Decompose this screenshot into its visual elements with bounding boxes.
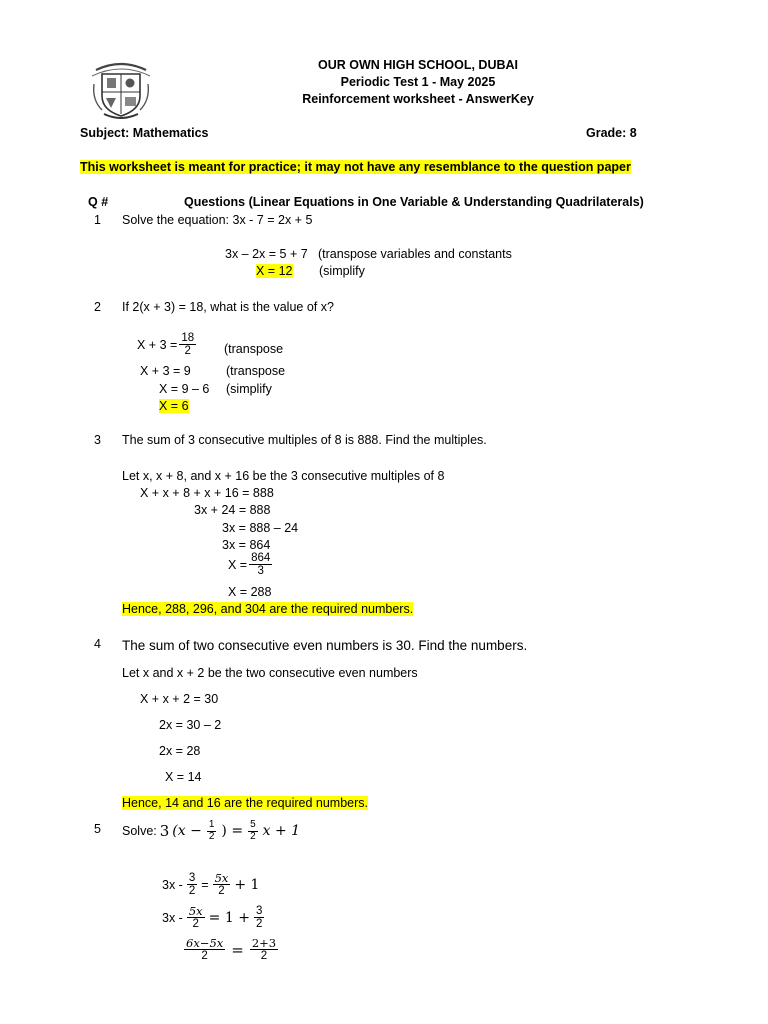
grade-label: Grade: 8 [586,126,637,140]
q5-step-2-fraction-2 [254,905,264,930]
q5-step-3-fraction-2 [250,937,278,962]
q3-step-5 [228,552,274,577]
fraction-denominator: 2 [201,950,208,963]
q2-answer: X = 6 [159,399,189,413]
q5-number: 5 [94,822,101,836]
q1-answer: X = 12 [256,264,293,278]
fraction-denominator: 2 [184,345,191,358]
fraction-numerator: 5 [250,819,256,830]
q2-step-1-note: (transpose [224,342,284,356]
q3-answer: Hence, 288, 296, and 304 are the required numbers. [122,602,414,616]
q3-step-5-lhs: X = [228,557,248,572]
q3-step-1: X + x + 8 + x + 16 = 888 [140,486,274,500]
q3-number: 3 [94,433,101,447]
q4-step-1: X + x + 2 = 30 [140,692,219,706]
q2-step-1-lhs: X + 3 = [137,337,178,352]
q5-step-1-lhs: 3x - [162,877,183,892]
fraction-numerator: 864 [251,552,271,564]
q1-step-2-note: (simplify [319,264,365,278]
fraction-numerator: 5x [188,904,203,918]
q5-step-2 [162,905,266,930]
q4-step-2: 2x = 30 – 2 [159,718,222,732]
q1-text: Solve the equation: 3x - 7 = 2x + 5 [122,213,313,227]
school-name: OUR OWN HIGH SCHOOL, DUBAI [318,58,518,72]
q3-step-5-fraction [249,552,272,577]
q2-step-3-note: (simplify [226,382,272,396]
q5-coefficient: 3 [159,822,170,840]
subject-label: Subject: Mathematics [80,126,209,140]
q4-number: 4 [94,637,101,651]
q2-step-2: X + 3 = 9 [140,364,191,378]
q2-step-1-fraction [179,332,196,357]
q2-step-1 [137,332,198,357]
fraction-denominator: 2 [208,830,215,842]
q5-step-3-equals: = [231,940,244,959]
q3-text: The sum of 3 consecutive multiples of 8 is 888. Find the multiples. [122,433,487,447]
q4-let: Let x and x + 2 be the two consecutive even numbers [122,666,418,680]
q2-step-2-note: (transpose [226,364,286,378]
q2-step-3: X = 9 – 6 [159,382,210,396]
q1-number: 1 [94,213,101,227]
q5-step-3 [182,937,280,962]
fraction-numerator: 18 [181,332,195,344]
q3-step-2: 3x + 24 = 888 [194,503,271,517]
q3-step-4: 3x = 864 [222,538,271,552]
q5-equation [122,820,300,842]
q2-number: 2 [94,300,101,314]
questions-header: Questions (Linear Equations in One Variable & Understanding Quadrilaterals) [184,195,644,209]
q5-step-2-fraction-1 [187,905,205,930]
fraction-denominator: 2 [188,885,196,898]
q5-step-1-equals: = [201,877,209,892]
q1-step-1: 3x – 2x = 5 + 7 [225,247,308,261]
fraction-numerator: 6x−5x [186,936,224,950]
q4-step-3: 2x = 28 [159,744,201,758]
fraction-numerator: 3 [255,905,263,917]
q4-step-4: X = 14 [165,770,202,784]
q5-step-1-fraction-2 [213,872,231,897]
q4-text: The sum of two consecutive even numbers is 30. Find the numbers. [122,638,528,653]
q1-step-1-note: (transpose variables and constants [318,247,512,261]
fraction-numerator: 5x [214,871,229,885]
fraction-denominator: 2 [218,885,225,898]
q5-step-1-tail: + 1 [234,876,260,893]
q5-step-2-lhs: 3x - [162,910,183,925]
q5-step-1 [162,872,259,897]
qnum-header: Q # [88,195,109,209]
q5-tail: x + 1 [262,823,301,839]
q5-fraction-2 [248,820,258,842]
q5-fraction-1 [207,820,217,842]
practice-notice: This worksheet is meant for practice; it may not have any resemblance to the question paper [80,160,631,174]
fraction-numerator: 2+3 [251,936,277,950]
q5-close-paren: ) = [221,823,244,839]
q5-solve-label: Solve: [122,824,157,838]
fraction-numerator: 3 [188,872,196,884]
fraction-denominator: 2 [255,918,263,931]
q3-step-6: X = 288 [228,585,272,599]
fraction-denominator: 3 [257,565,264,578]
fraction-denominator: 2 [260,950,268,963]
test-title: Periodic Test 1 - May 2025 [340,75,496,89]
q5-step-3-fraction-1 [184,937,225,962]
fraction-denominator: 2 [192,918,199,931]
q5-open-paren: (x − [172,823,202,839]
fraction-denominator: 2 [250,830,256,842]
q4-answer: Hence, 14 and 16 are the required numbers. [122,796,368,810]
q2-text: If 2(x + 3) = 18, what is the value of x? [122,300,334,314]
q3-step-3: 3x = 888 – 24 [222,521,299,535]
q5-step-1-fraction-1 [187,872,197,897]
q3-let: Let x, x + 8, and x + 16 be the 3 consecutive multiples of 8 [122,469,445,483]
worksheet-title: Reinforcement worksheet - AnswerKey [302,92,534,106]
fraction-numerator: 1 [208,819,215,830]
q5-step-2-middle: = 1 + [208,909,250,926]
